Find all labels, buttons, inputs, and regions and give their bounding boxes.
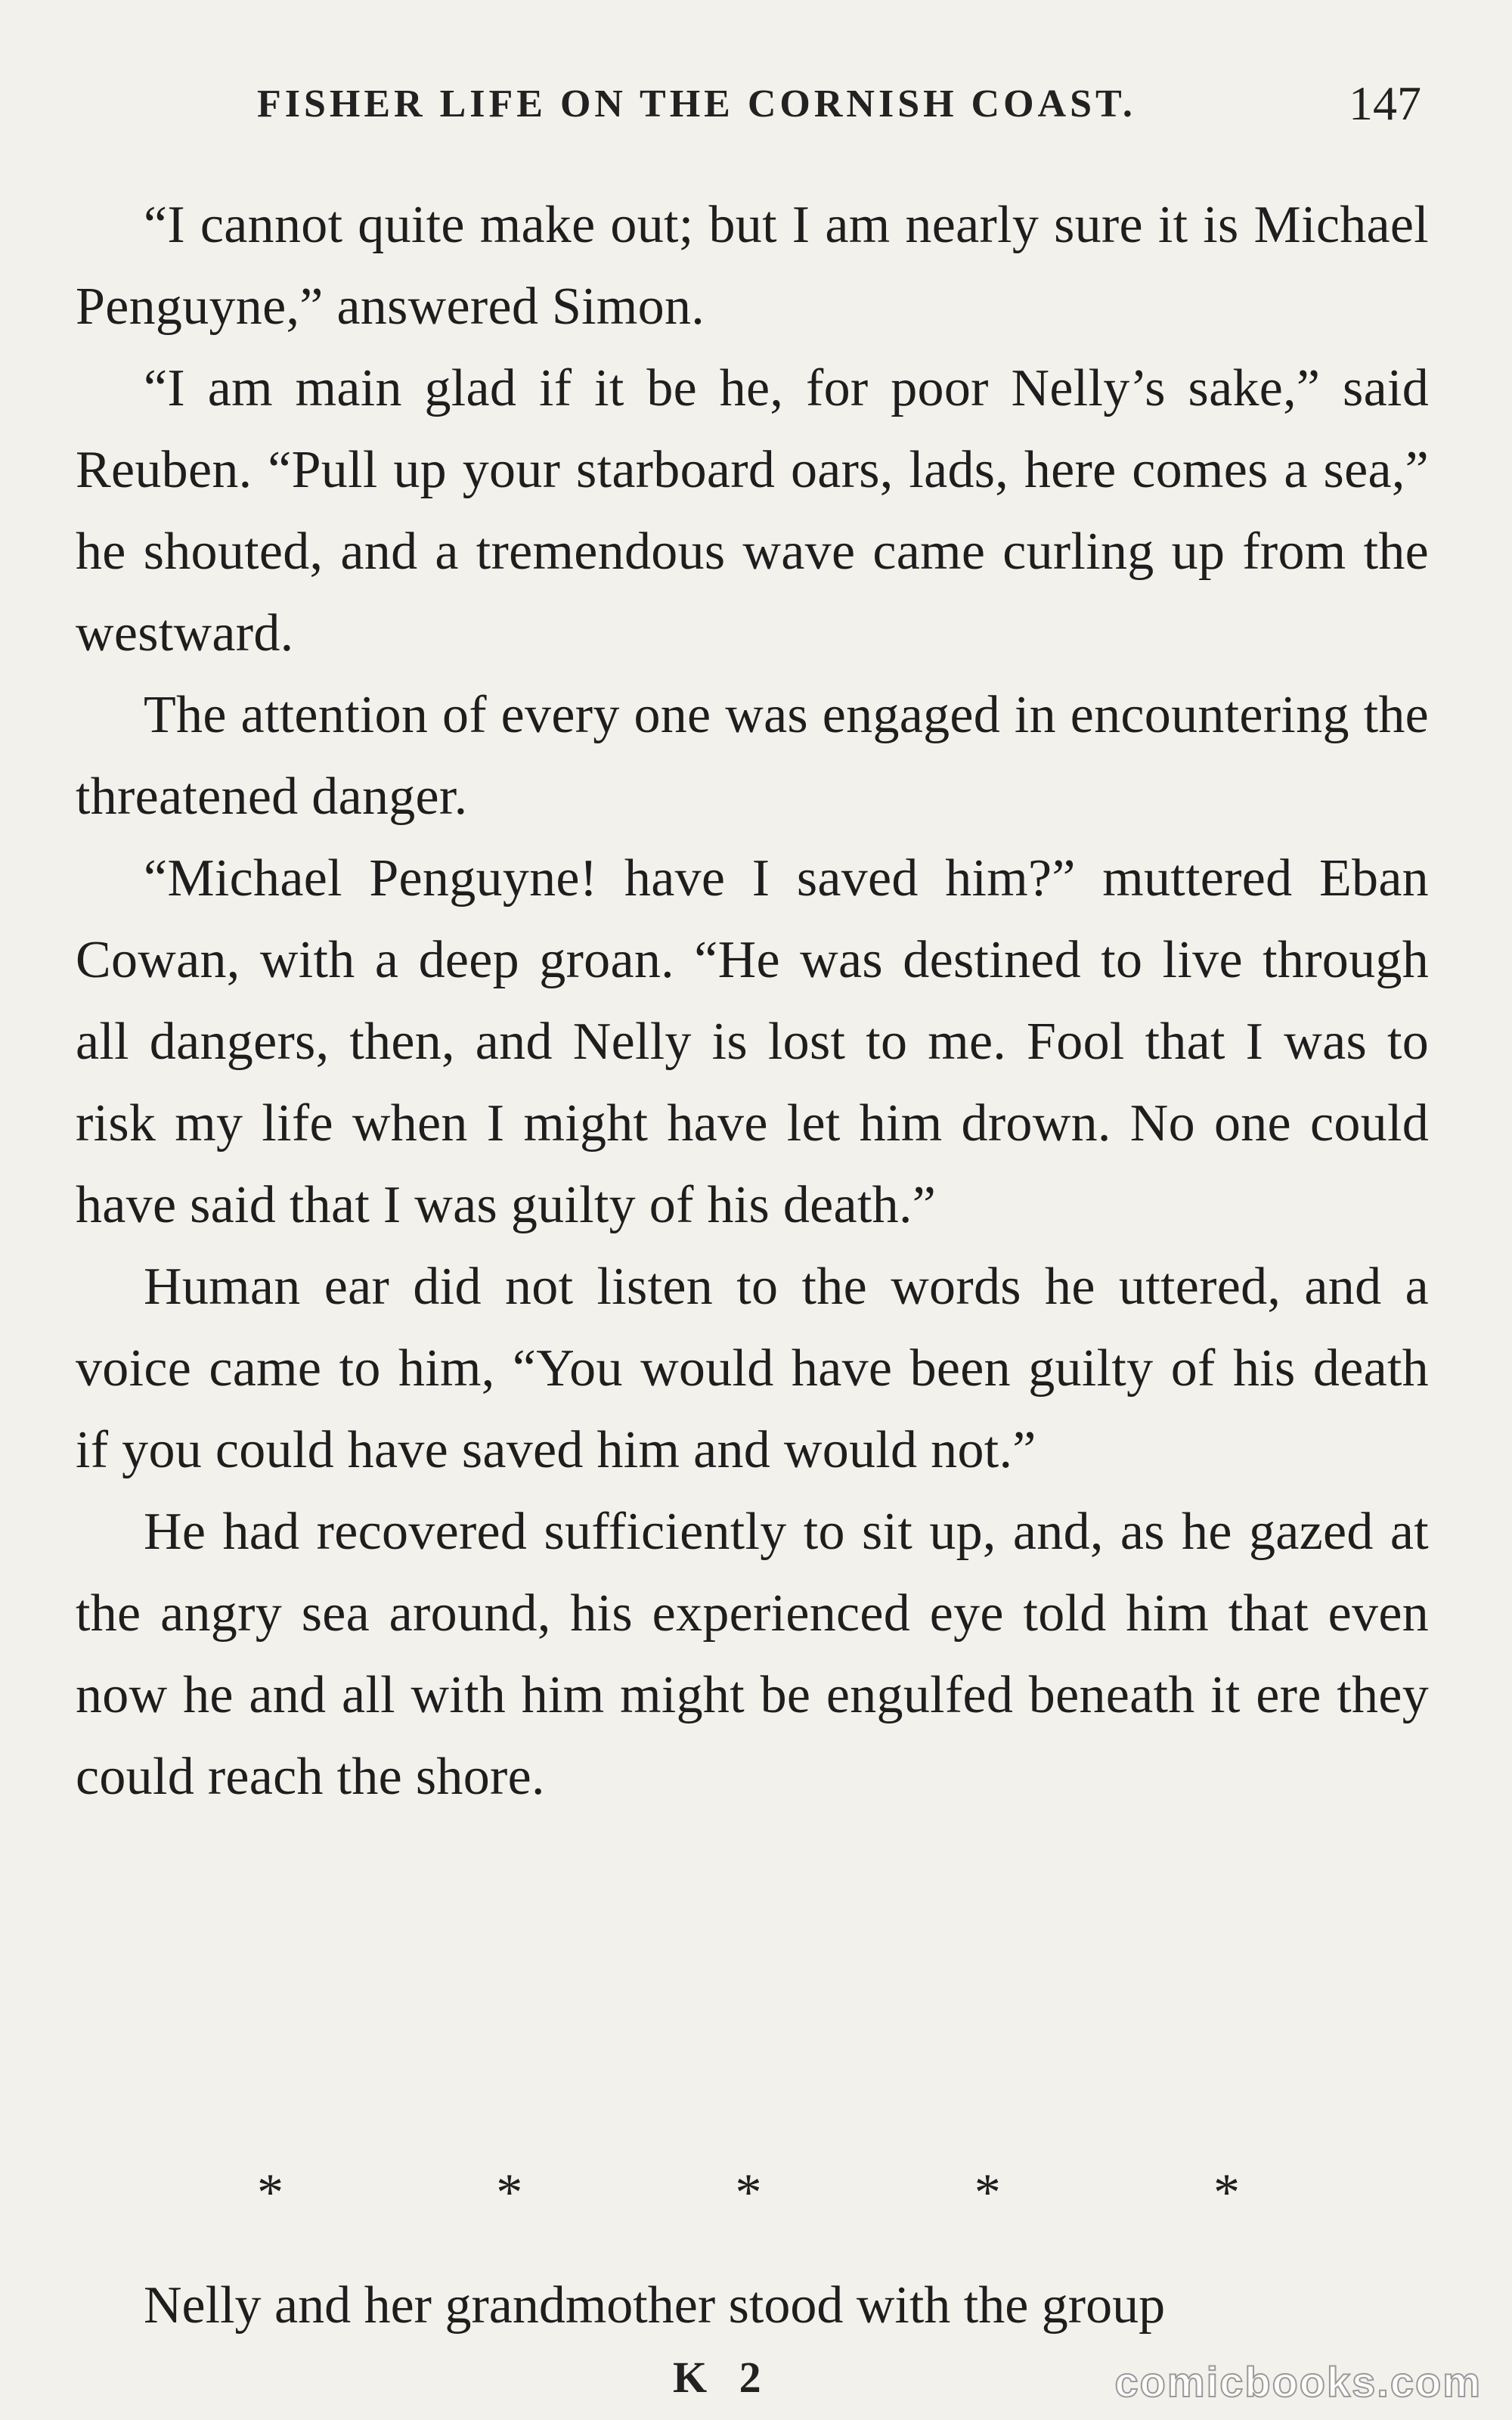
section-break-star: * bbox=[496, 2164, 523, 2222]
watermark-logo: comicbooks.com bbox=[1114, 2358, 1482, 2406]
section-break-star: * bbox=[257, 2164, 284, 2222]
body-text bbox=[76, 185, 1429, 1818]
page-number: 147 bbox=[1349, 76, 1421, 130]
running-head bbox=[257, 76, 1421, 136]
section-break-star: * bbox=[735, 2164, 762, 2222]
running-title: FISHER LIFE ON THE CORNISH COAST. bbox=[257, 82, 1136, 126]
signature-mark: K 2 bbox=[673, 2353, 772, 2402]
paragraph-4: “Michael Penguyne! have I saved him?” muttered Eban Cowan, with a deep groan. “He was destined to live through all dangers, then, and Nelly is lost to me. Fool that I was to risk my life when I might have let him drown. No one could have said that I was guilty of his death.” bbox=[76, 849, 1429, 1234]
paragraph-5: Human ear did not listen to the words he uttered, and a voice came to him, “You would have been guilty of his death if you could have saved him and would not.” bbox=[76, 1258, 1429, 1479]
paragraph-3: The attention of every one was engaged in encountering the threatened danger. bbox=[76, 686, 1429, 826]
section-break-star: * bbox=[974, 2164, 1001, 2222]
paragraph-2: “I am main glad if it be he, for poor Nelly’s sake,” said Reuben. “Pull up your starboard oars, lads, here comes a sea,” he shouted, and a tremendous wave came curling up from the westward. bbox=[76, 359, 1429, 662]
section-break bbox=[257, 2163, 1240, 2238]
continuation-line: Nelly and her grandmother stood with the group bbox=[144, 2276, 1166, 2335]
section-break-star: * bbox=[1213, 2164, 1240, 2222]
paragraph-6: He had recovered sufficiently to sit up, and, as he gazed at the angry sea around, his experienced eye told him that even now he and all with him might be engulfed beneath it ere they could reach the shore. bbox=[76, 1503, 1429, 1806]
paragraph-1: “I cannot quite make out; but I am nearly sure it is Michael Penguyne,” answered Simon. bbox=[76, 196, 1429, 336]
